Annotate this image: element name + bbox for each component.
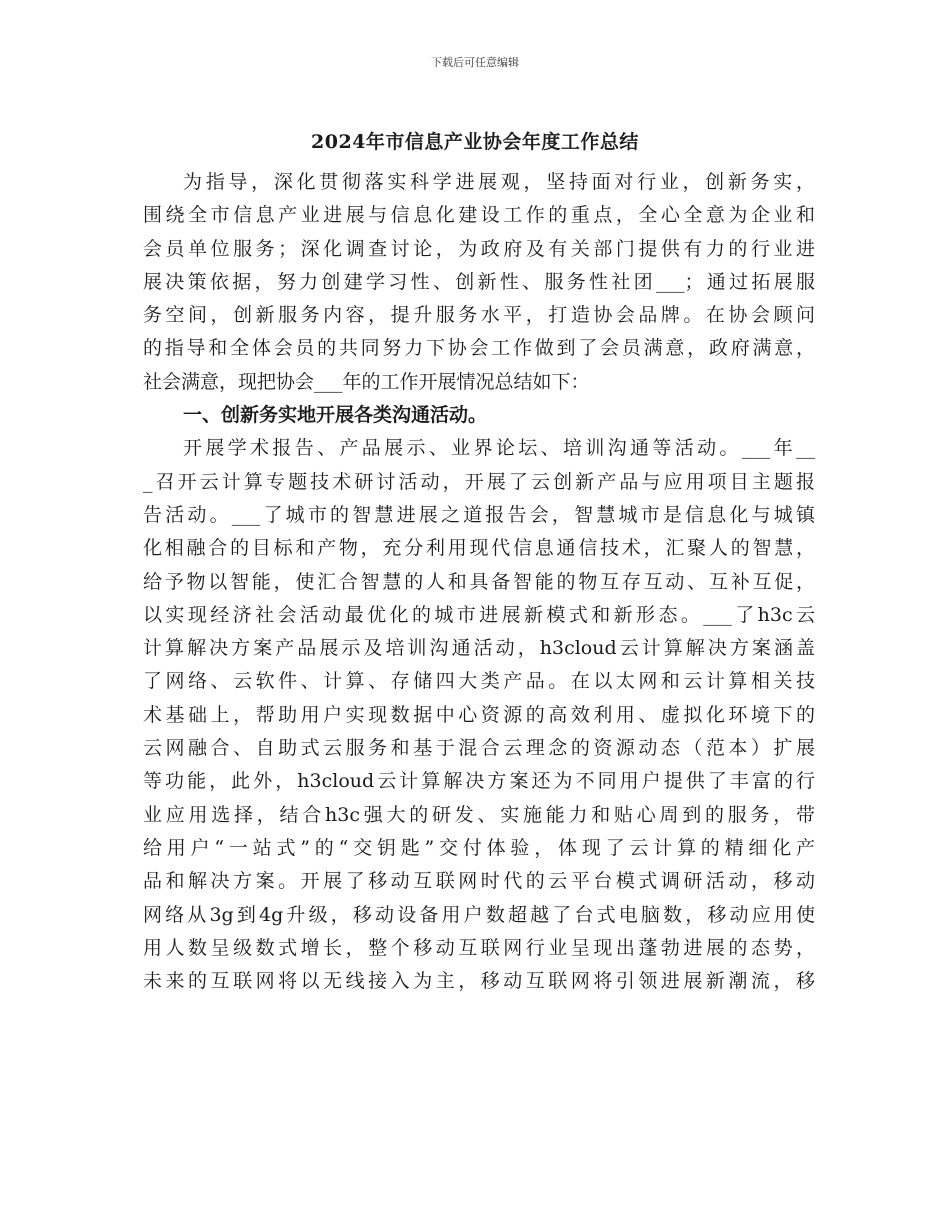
paragraph-line: 云网融合、自助式云服务和基于混合云理念的资源动态（范本）扩展: [143, 737, 815, 760]
header-note: 下载后可任意编辑: [431, 56, 519, 69]
paragraph-line: 业应用选择，结合h3c强大的研发、实施能力和贴心周到的服务，带: [143, 803, 815, 826]
paragraph-line: 术基础上，帮助用户实现数据中心资源的高效利用、虚拟化环境下的: [143, 703, 815, 726]
paragraph-line: 用人数呈级数式增长，整个移动互联网行业呈现出蓬勃进展的态势，: [143, 936, 815, 959]
paragraph-line: 给用户“一站式”的“交钥匙”交付体验，体现了云计算的精细化产: [143, 836, 815, 859]
paragraph-line: 会员单位服务；深化调查讨论，为政府及有关部门提供有力的行业进: [143, 237, 815, 260]
paragraph-line: 开展学术报告、产品展示、业界论坛、培训沟通等活动。___年__: [183, 437, 815, 460]
paragraph-line: _召开云计算专题技术研讨活动，开展了云创新产品与应用项目主题报: [143, 470, 815, 493]
paragraph-line: 化相融合的目标和产物，充分利用现代信息通信技术，汇聚人的智慧，: [143, 537, 815, 560]
paragraph-line: 品和解决方案。开展了移动互联网时代的云平台模式调研活动，移动: [143, 870, 815, 893]
document-body: [143, 166, 815, 998]
paragraph-line: 等功能，此外，h3cloud云计算解决方案还为不同用户提供了丰富的行: [143, 770, 815, 793]
paragraph-line: 网络从3g到4g升级，移动设备用户数超越了台式电脑数，移动应用使: [143, 903, 815, 926]
paragraph-line: 给予物以智能，使汇合智慧的人和具备智能的物互存互动、互补互促，: [143, 570, 815, 593]
paragraph-line: 了网络、云软件、计算、存储四大类产品。在以太网和云计算相关技: [143, 670, 815, 693]
paragraph-line: 告活动。___了城市的智慧进展之道报告会，智慧城市是信息化与城镇: [143, 503, 815, 526]
document-title: 2024年市信息产业协会年度工作总结: [311, 131, 639, 153]
paragraph-line: 为指导，深化贯彻落实科学进展观，坚持面对行业，创新务实，: [183, 171, 815, 193]
section-heading: 一、创新务实地开展各类沟通活动。: [183, 404, 488, 427]
paragraph-line: 的指导和全体会员的共同努力下协会工作做到了会员满意，政府满意，: [143, 337, 815, 360]
paragraph-line: 社会满意，现把协会___年的工作开展情况总结如下：: [143, 370, 590, 393]
paragraph-line: 展决策依据，努力创建学习性、创新性、服务性社团___；通过拓展服: [143, 270, 815, 293]
paragraph-line: 未来的互联网将以无线接入为主，移动互联网将引领进展新潮流，移: [143, 970, 815, 993]
paragraph-line: 以实现经济社会活动最优化的城市进展新模式和新形态。___了h3c云: [143, 603, 815, 626]
paragraph-line: 计算解决方案产品展示及培训沟通活动，h3cloud云计算解决方案涵盖: [143, 637, 815, 660]
paragraph-line: 务空间，创新服务内容，提升服务水平，打造协会品牌。在协会顾问: [143, 304, 815, 327]
paragraph-line: 围绕全市信息产业进展与信息化建设工作的重点，全心全意为企业和: [143, 204, 815, 227]
